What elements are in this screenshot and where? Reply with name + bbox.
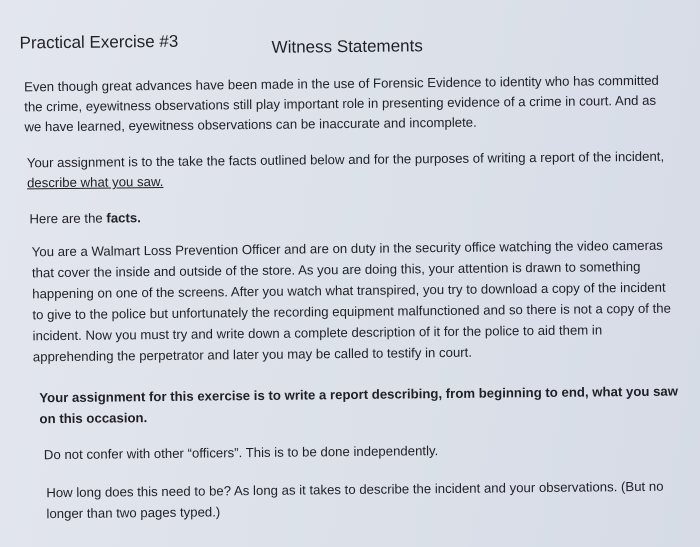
intro-paragraph: Even though great advances have been made in the use of Forensic Evidence to identity who has committed the crime, eyewitness observations still play important role in presenting evidence of a crime in court. And as we have learned, eyewitness observations can be inaccurate and incomplete. [23, 72, 659, 135]
facts-bold-text: facts. [106, 210, 141, 226]
confer-paragraph: Do not confer with other “officers”. This is to be done independently. [43, 443, 439, 463]
document-header [19, 27, 659, 64]
assignment-underlined-text: describe what you saw. [26, 173, 164, 191]
assignment-paragraph [27, 147, 667, 194]
exercise-paragraph: Your assignment for this exercise is to write a report describing, from beginning to end, what you saw on this occasion. [39, 383, 679, 427]
page-subtitle: Witness Statements [271, 36, 423, 57]
scenario-paragraph: You are a Walmart Loss Prevention Officer and are on duty in the security office watching the video cameras that cover the inside and outside of the store. As you are doing this, your attention is drawn to something happening on one of the screens. After you watch what transpired, you try to download a copy of the incident to give to the police but unfortunately the recording equipment malfunctioned and so there is not a copy of the incident. Now you must try and write down a complete description of it for the police to aid them in apprehending the perpetrator and later you may be called to testify in court. [31, 237, 672, 365]
page-title: Practical Exercise #3 [19, 31, 179, 53]
length-paragraph: How long does this need to be? As long as it takes to describe the incident and your observations. (But no longer than two pages typed.) [46, 478, 664, 522]
assignment-text: Your assignment is to the take the facts outlined below and for the purposes of writing a report of the incident, [26, 148, 665, 171]
facts-prefix: Here are the [29, 210, 107, 227]
facts-heading [29, 203, 669, 230]
